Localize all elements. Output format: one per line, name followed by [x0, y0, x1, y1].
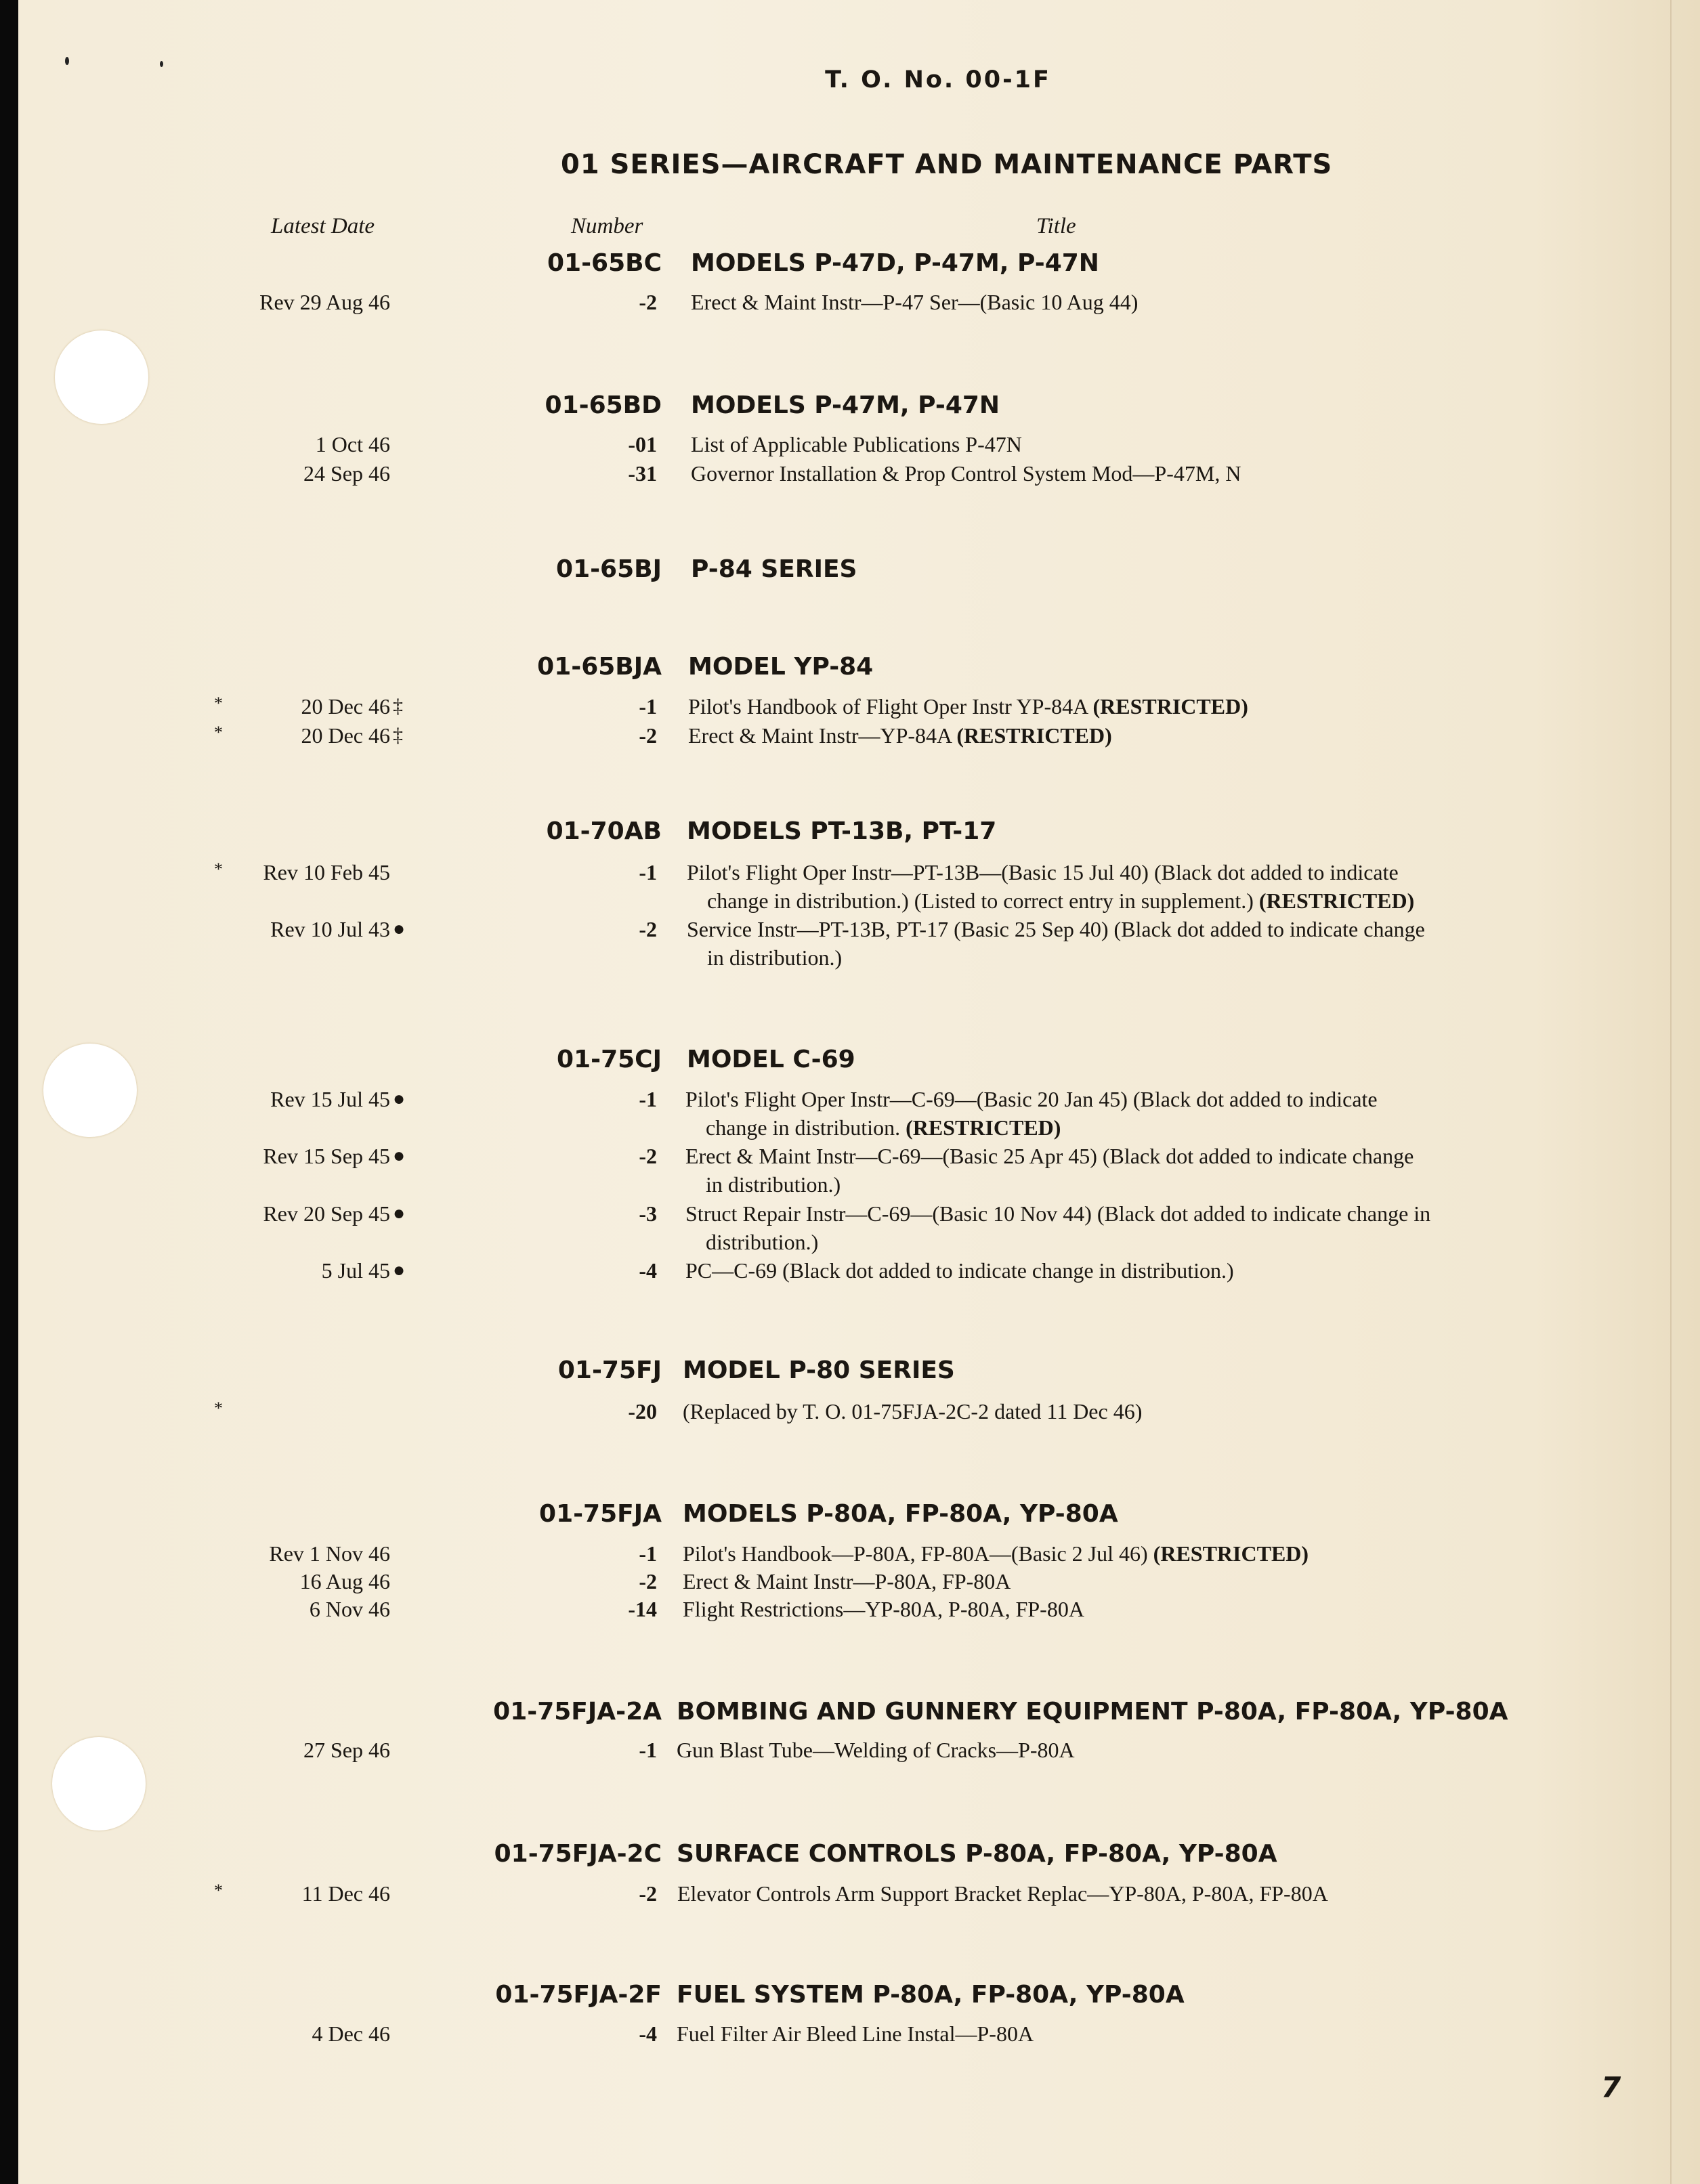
group-number: 01-75FJA [539, 1500, 662, 1528]
entry-text: Service Instr—PT-13B, PT-17 (Basic 25 Sep 40) (Black dot added to indicate change [687, 917, 1425, 941]
column-header-title: Title [1036, 214, 1076, 238]
dash-number: -2 [639, 1569, 657, 1593]
black-dot-icon: ● [393, 1202, 406, 1224]
entry-text-continued [685, 1228, 1627, 1256]
punch-hole-top [55, 330, 148, 424]
group-title: MODELS P-47D, P-47M, P-47N [691, 249, 1099, 277]
entry-text: Flight Restrictions—YP-80A, P-80A, FP-80A [683, 1597, 1084, 1621]
latest-date: 5 Jul 45 [321, 1258, 390, 1283]
entry-title [691, 288, 1632, 316]
latest-date: 27 Sep 46 [303, 1738, 390, 1762]
entry-text: PC—C-69 (Black dot added to indicate change in distribution.) [685, 1258, 1234, 1283]
dash-number: -14 [628, 1597, 657, 1621]
group-number: 01-75FJA-2A [493, 1698, 662, 1726]
group-title: MODELS P-47M, P-47N [691, 391, 1000, 419]
section-title: 01 SERIES—AIRCRAFT AND MAINTENANCE PARTS [561, 149, 1333, 180]
black-dot-icon: ● [393, 1088, 406, 1110]
group-title: MODEL YP-84 [688, 653, 874, 681]
change-asterisk: * [214, 693, 223, 713]
punch-hole-bottom [52, 1737, 146, 1830]
group-title: SURFACE CONTROLS P-80A, FP-80A, YP-80A [677, 1840, 1277, 1868]
restricted-label: (RESTRICTED) [906, 1115, 1061, 1140]
entry-title [688, 692, 1630, 721]
entry-text: Gun Blast Tube—Welding of Cracks—P-80A [677, 1738, 1075, 1762]
entry-title [691, 430, 1632, 458]
black-dot-icon: ● [393, 1259, 406, 1281]
group-number: 01-65BC [547, 249, 662, 277]
restricted-label: (RESTRICTED) [956, 723, 1112, 748]
entry-text: Pilot's Flight Oper Instr—PT-13B—(Basic 15 Jul 40) (Black dot added to indicate [687, 860, 1399, 884]
group-number: 01-75FJA-2F [495, 1981, 662, 2009]
entry-text: Fuel Filter Air Bleed Line Instal—P-80A [677, 2021, 1034, 2046]
dash-number: -4 [639, 2021, 657, 2046]
dash-number: -4 [639, 1258, 657, 1283]
change-asterisk: * [214, 1881, 223, 1900]
entry-text: Pilot's Flight Oper Instr—C-69—(Basic 20 Jan 45) (Black dot added to indicate [685, 1087, 1378, 1111]
change-asterisk: * [214, 723, 223, 742]
change-asterisk: * [214, 1398, 223, 1418]
latest-date: Rev 15 Jul 45 [270, 1087, 390, 1111]
entry-text: (Replaced by T. O. 01-75FJA-2C-2 dated 11 Dec 46) [683, 1399, 1143, 1423]
entry-text: Erect & Maint Instr—P-47 Ser—(Basic 10 Aug 44) [691, 290, 1139, 314]
ink-speck [65, 57, 69, 65]
restricted-label: (RESTRICTED) [1153, 1541, 1309, 1566]
entry-text: Pilot's Handbook of Flight Oper Instr YP-84A [688, 694, 1088, 719]
entry-text: Erect & Maint Instr—C-69—(Basic 25 Apr 45) (Black dot added to indicate change [685, 1144, 1414, 1168]
group-title: P-84 SERIES [691, 555, 857, 583]
entry-text: List of Applicable Publications P-47N [691, 432, 1022, 456]
entry-text: Erect & Maint Instr—P-80A, FP-80A [683, 1569, 1011, 1593]
entry-title [677, 1879, 1619, 1908]
entry-title [677, 2019, 1618, 2048]
dash-number: -2 [639, 723, 657, 748]
group-title: MODEL C-69 [687, 1046, 855, 1073]
entry-title [685, 1085, 1627, 1142]
entry-text-continued [687, 886, 1628, 915]
technical-order-number: T. O. No. 00-1F [825, 66, 1051, 93]
dash-number: -1 [639, 1541, 657, 1566]
entry-text: Governor Installation & Prop Control System Mod—P-47M, N [691, 461, 1241, 486]
column-header-latest-date: Latest Date [271, 214, 375, 238]
group-number: 01-65BJA [537, 653, 662, 681]
double-dagger-mark: ‡ [393, 695, 403, 717]
dash-number: -1 [639, 1738, 657, 1762]
group-number: 01-70AB [546, 817, 662, 845]
dash-number: -1 [639, 1087, 657, 1111]
entry-title [683, 1539, 1624, 1568]
dash-number: -2 [639, 290, 657, 314]
latest-date: 4 Dec 46 [312, 2021, 390, 2046]
latest-date: 1 Oct 46 [315, 432, 390, 456]
entry-text: Pilot's Handbook—P-80A, FP-80A—(Basic 2 Jul 46) [683, 1541, 1148, 1566]
change-asterisk: * [214, 859, 223, 879]
dash-number: -01 [628, 432, 657, 456]
entry-title [677, 1736, 1618, 1764]
group-title: BOMBING AND GUNNERY EQUIPMENT P-80A, FP-80A, YP-80A [677, 1698, 1508, 1726]
group-number: 01-65BD [545, 391, 662, 419]
latest-date: Rev 10 Feb 45 [263, 860, 390, 884]
entry-title [685, 1142, 1627, 1199]
dash-number: -1 [639, 694, 657, 719]
dash-number: -1 [639, 860, 657, 884]
fold-line [1670, 0, 1672, 2184]
latest-date: Rev 29 Aug 46 [259, 290, 390, 314]
group-title: MODELS PT-13B, PT-17 [687, 817, 997, 845]
dash-number: -2 [639, 1144, 657, 1168]
continuation-text: in distribution.) [707, 945, 843, 970]
entry-title [683, 1595, 1624, 1623]
group-title: FUEL SYSTEM P-80A, FP-80A, YP-80A [677, 1981, 1185, 2009]
restricted-label: (RESTRICTED) [1258, 888, 1415, 913]
entry-text: Struct Repair Instr—C-69—(Basic 10 Nov 44) (Black dot added to indicate change in [685, 1201, 1431, 1226]
latest-date: Rev 1 Nov 46 [269, 1541, 390, 1566]
continuation-text: change in distribution.) (Listed to correct entry in supplement.) [707, 888, 1254, 913]
black-dot-icon: ● [393, 918, 406, 940]
entry-text-continued [687, 943, 1628, 972]
group-number: 01-75FJ [557, 1356, 662, 1384]
group-number: 01-75CJ [557, 1046, 662, 1073]
continuation-text: in distribution.) [706, 1172, 841, 1197]
latest-date: 11 Dec 46 [301, 1881, 390, 1906]
entry-text-continued [685, 1113, 1627, 1142]
continuation-text: distribution.) [706, 1230, 819, 1254]
dash-number: -2 [639, 1881, 657, 1906]
group-title: MODEL P-80 SERIES [683, 1356, 955, 1384]
group-number: 01-65BJ [556, 555, 662, 583]
dash-number: -3 [639, 1201, 657, 1226]
latest-date: 20 Dec 46 [301, 694, 390, 719]
entry-title [683, 1567, 1624, 1596]
scan-edge [0, 0, 18, 2184]
dash-number: -31 [628, 461, 657, 486]
latest-date: 16 Aug 46 [299, 1569, 390, 1593]
entry-title [687, 858, 1628, 915]
latest-date: Rev 20 Sep 45 [263, 1201, 390, 1226]
entry-title [688, 721, 1630, 750]
latest-date: Rev 15 Sep 45 [263, 1144, 390, 1168]
group-title: MODELS P-80A, FP-80A, YP-80A [683, 1500, 1118, 1528]
page-number: 7 [1601, 2071, 1621, 2104]
entry-title [685, 1256, 1627, 1285]
entry-title [687, 915, 1628, 972]
continuation-text: change in distribution. [706, 1115, 901, 1140]
dash-number: -20 [628, 1399, 657, 1423]
black-dot-icon: ● [393, 1144, 406, 1167]
dash-number: -2 [639, 917, 657, 941]
punch-hole-middle [43, 1044, 137, 1137]
latest-date: 6 Nov 46 [309, 1597, 390, 1621]
entry-text: Erect & Maint Instr—YP-84A [688, 723, 952, 748]
column-header-number: Number [571, 214, 643, 238]
group-number: 01-75FJA-2C [494, 1840, 662, 1868]
double-dagger-mark: ‡ [393, 724, 403, 746]
entry-title [691, 459, 1632, 488]
entry-title [685, 1199, 1627, 1256]
entry-text-continued [685, 1170, 1627, 1199]
entry-title [683, 1397, 1624, 1426]
latest-date: 24 Sep 46 [303, 461, 390, 486]
latest-date: Rev 10 Jul 43 [270, 917, 390, 941]
entry-text: Elevator Controls Arm Support Bracket Replac—YP-80A, P-80A, FP-80A [677, 1881, 1328, 1906]
latest-date: 20 Dec 46 [301, 723, 390, 748]
restricted-label: (RESTRICTED) [1092, 694, 1248, 719]
